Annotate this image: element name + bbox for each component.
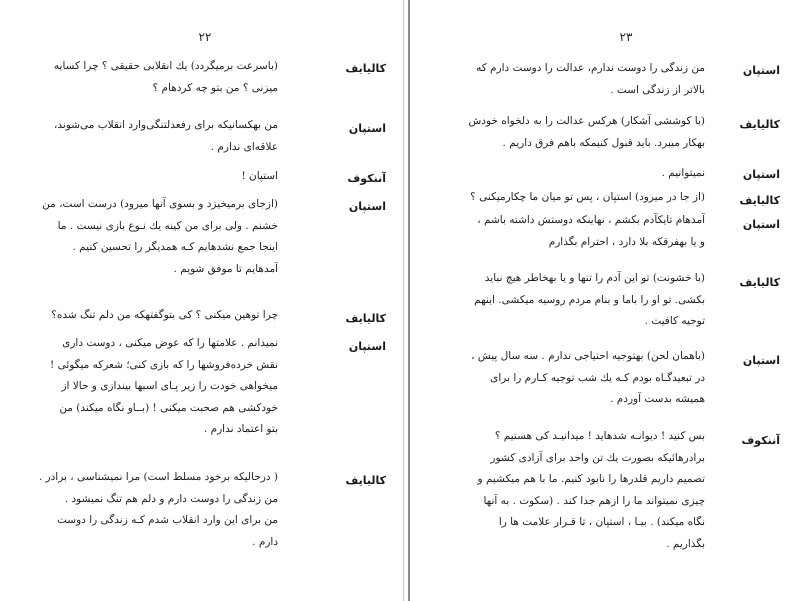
speaker-name: استپان	[348, 200, 386, 213]
text-line: خود‌کشی هم صحبت میکنی ! (بــاو نگاه میکند) من	[59, 401, 278, 414]
text-line: (باسرعت برمیگردد) یك انقلابی حقیقی ؟ چرا کسایه	[53, 60, 278, 72]
right-page	[410, 0, 805, 601]
text-line: و یا بهفرقکه بلا دارد ، احترام بگذارم	[548, 235, 705, 248]
text-line: نقش خرده‌فروشها را که بازی کنی؛ شعرکه میگوئی !	[50, 358, 278, 371]
text-line: بتو اعتماد ندارم .	[203, 423, 278, 435]
text-line: علاقه‌ای ندارم .	[210, 140, 278, 153]
text-line: برادرهائیکه بصورت یك تن واحد برای آزادی کشور	[490, 451, 705, 464]
text-line: خشنم . ولی برای من کینه یك نـوع بازی نیست . ما	[57, 219, 278, 232]
text-line: استپان !	[241, 170, 278, 182]
text-line: در تبعیدگـاه بودم کـه یك شب توجیه کـارم را برای	[490, 371, 705, 384]
text-line: (باهمان لحن) بهتوجیه احتیاجی ندارم . سه سال پیش ،	[471, 350, 705, 362]
page-number: ۲۲	[198, 30, 212, 44]
dialogue-text	[450, 268, 705, 333]
dialogue-text	[450, 111, 705, 154]
text-line: میخواهی خودت را زیر پـای اسبها بیندازی و حالا از	[61, 380, 278, 392]
text-line: (ازجای برمیخیزد و بسوی آنها میرود) درست است، من	[42, 198, 278, 210]
dialogue-text	[38, 194, 278, 280]
text-line: چیزی نمیتواند ما را ازهم جدا کند . (سکوت . به آنها	[483, 494, 705, 507]
text-line: (از جا در میرود) استپان ، پس تو میان ما چکارمیکنی ؟	[470, 191, 705, 203]
speaker-name: آننکوف	[347, 172, 386, 185]
speaker-name: استپان	[742, 64, 780, 77]
speaker-name: کالیایف	[739, 276, 780, 289]
text-line: تصمیم داریم قلدرها را نابود کنیم. ما با هم میکشیم و	[477, 473, 705, 485]
dialogue-text	[38, 333, 278, 441]
text-line: نگاه میکند) . بیـا ، استپان ، تا قـرار علامت ها را	[498, 516, 705, 528]
text-line: میزنی ؟ من بتو چه کردهام ؟	[152, 81, 278, 94]
speaker-name: آننکوف	[741, 434, 780, 447]
speaker-name: استپان	[742, 168, 780, 181]
text-line: من زندگی را دوست دارم و دلم هم تنگ نمیشود .	[64, 492, 278, 505]
dialogue-text	[450, 187, 705, 209]
dialogue-text	[38, 56, 278, 99]
speaker-name: کالیایف	[345, 474, 386, 487]
text-line: من زندگی را دوست ندارم، عدالت را دوست دارم که	[476, 62, 705, 74]
speaker-name: کالیایف	[345, 62, 386, 75]
dialogue-text	[38, 467, 278, 553]
text-line: آمدهایم تا موفق شویم .	[173, 262, 278, 275]
text-line: نمیدانم . علامتها را که عوض میکنی ، دوست داری	[62, 337, 278, 349]
speaker-name: استپان	[742, 218, 780, 231]
text-line: بس کنید ! دیوانـه شدهاید ! میدانیـد کی هستیم ؟	[494, 430, 705, 442]
text-line: من برای این وارد انقلاب شدم کـه زندگی را دوست	[57, 514, 278, 526]
text-line: ( درحالیکه برخود مسلط است) مرا نمیشناسی ، برادر .	[38, 471, 278, 483]
dialogue-text	[38, 166, 278, 188]
speaker-name: استپان	[742, 354, 780, 367]
text-line: من بهکسانیکه برای رفعدلتنگی‌وارد انقلاب می‌شوند،	[53, 119, 278, 131]
speaker-name: کالیایف	[345, 312, 386, 325]
text-line: همیشه بدست آوردم .	[610, 393, 705, 405]
text-line: آمدهام تایكآدم بکشم ، نهاینکه دوستش داشته باشم ،	[477, 214, 705, 226]
text-line: بگذاریم .	[666, 537, 705, 550]
dialogue-text	[38, 305, 278, 327]
dialogue-text	[450, 210, 705, 253]
dialogue-text	[38, 115, 278, 158]
text-line: بهکار میبرد. باید قبول کنیمکه باهم فرق داریم .	[502, 136, 705, 149]
speaker-name: استپان	[348, 122, 386, 135]
text-line: نمیتوانیم .	[661, 167, 705, 179]
text-line: اینجا جمع نشدهایم کـه همدیگر را تحسین کنیم .	[72, 241, 278, 253]
text-line: (با کوششی آشکار) هرکس عدالت را به دلخواه خودش	[468, 115, 705, 127]
dialogue-text	[450, 426, 705, 555]
dialogue-text	[450, 163, 705, 185]
speaker-name: کالیایف	[739, 118, 780, 131]
dialogue-text	[450, 58, 705, 101]
page-number: ۲۳	[619, 30, 633, 44]
text-line: بالاتر از زندگی است .	[610, 83, 705, 96]
speaker-name: کالیایف	[739, 194, 780, 207]
text-line: بکشی. تو او را باما و بنام مردم روسیه میکشی. اینهم	[474, 293, 705, 306]
text-line: دارم .	[252, 535, 278, 548]
dialogue-text	[450, 346, 705, 411]
text-line: چرا توهین میکنی ؟ کی بتوگفتهکه من دلم تنگ شده؟	[51, 309, 278, 321]
page-gutter-shadow	[403, 0, 404, 601]
text-line: (با خشونت) تو این آدم را تنها و یا بهخاطر هیچ نباید	[484, 272, 705, 284]
text-line: توجیه کافیت .	[644, 315, 705, 327]
speaker-name: استپان	[348, 340, 386, 353]
